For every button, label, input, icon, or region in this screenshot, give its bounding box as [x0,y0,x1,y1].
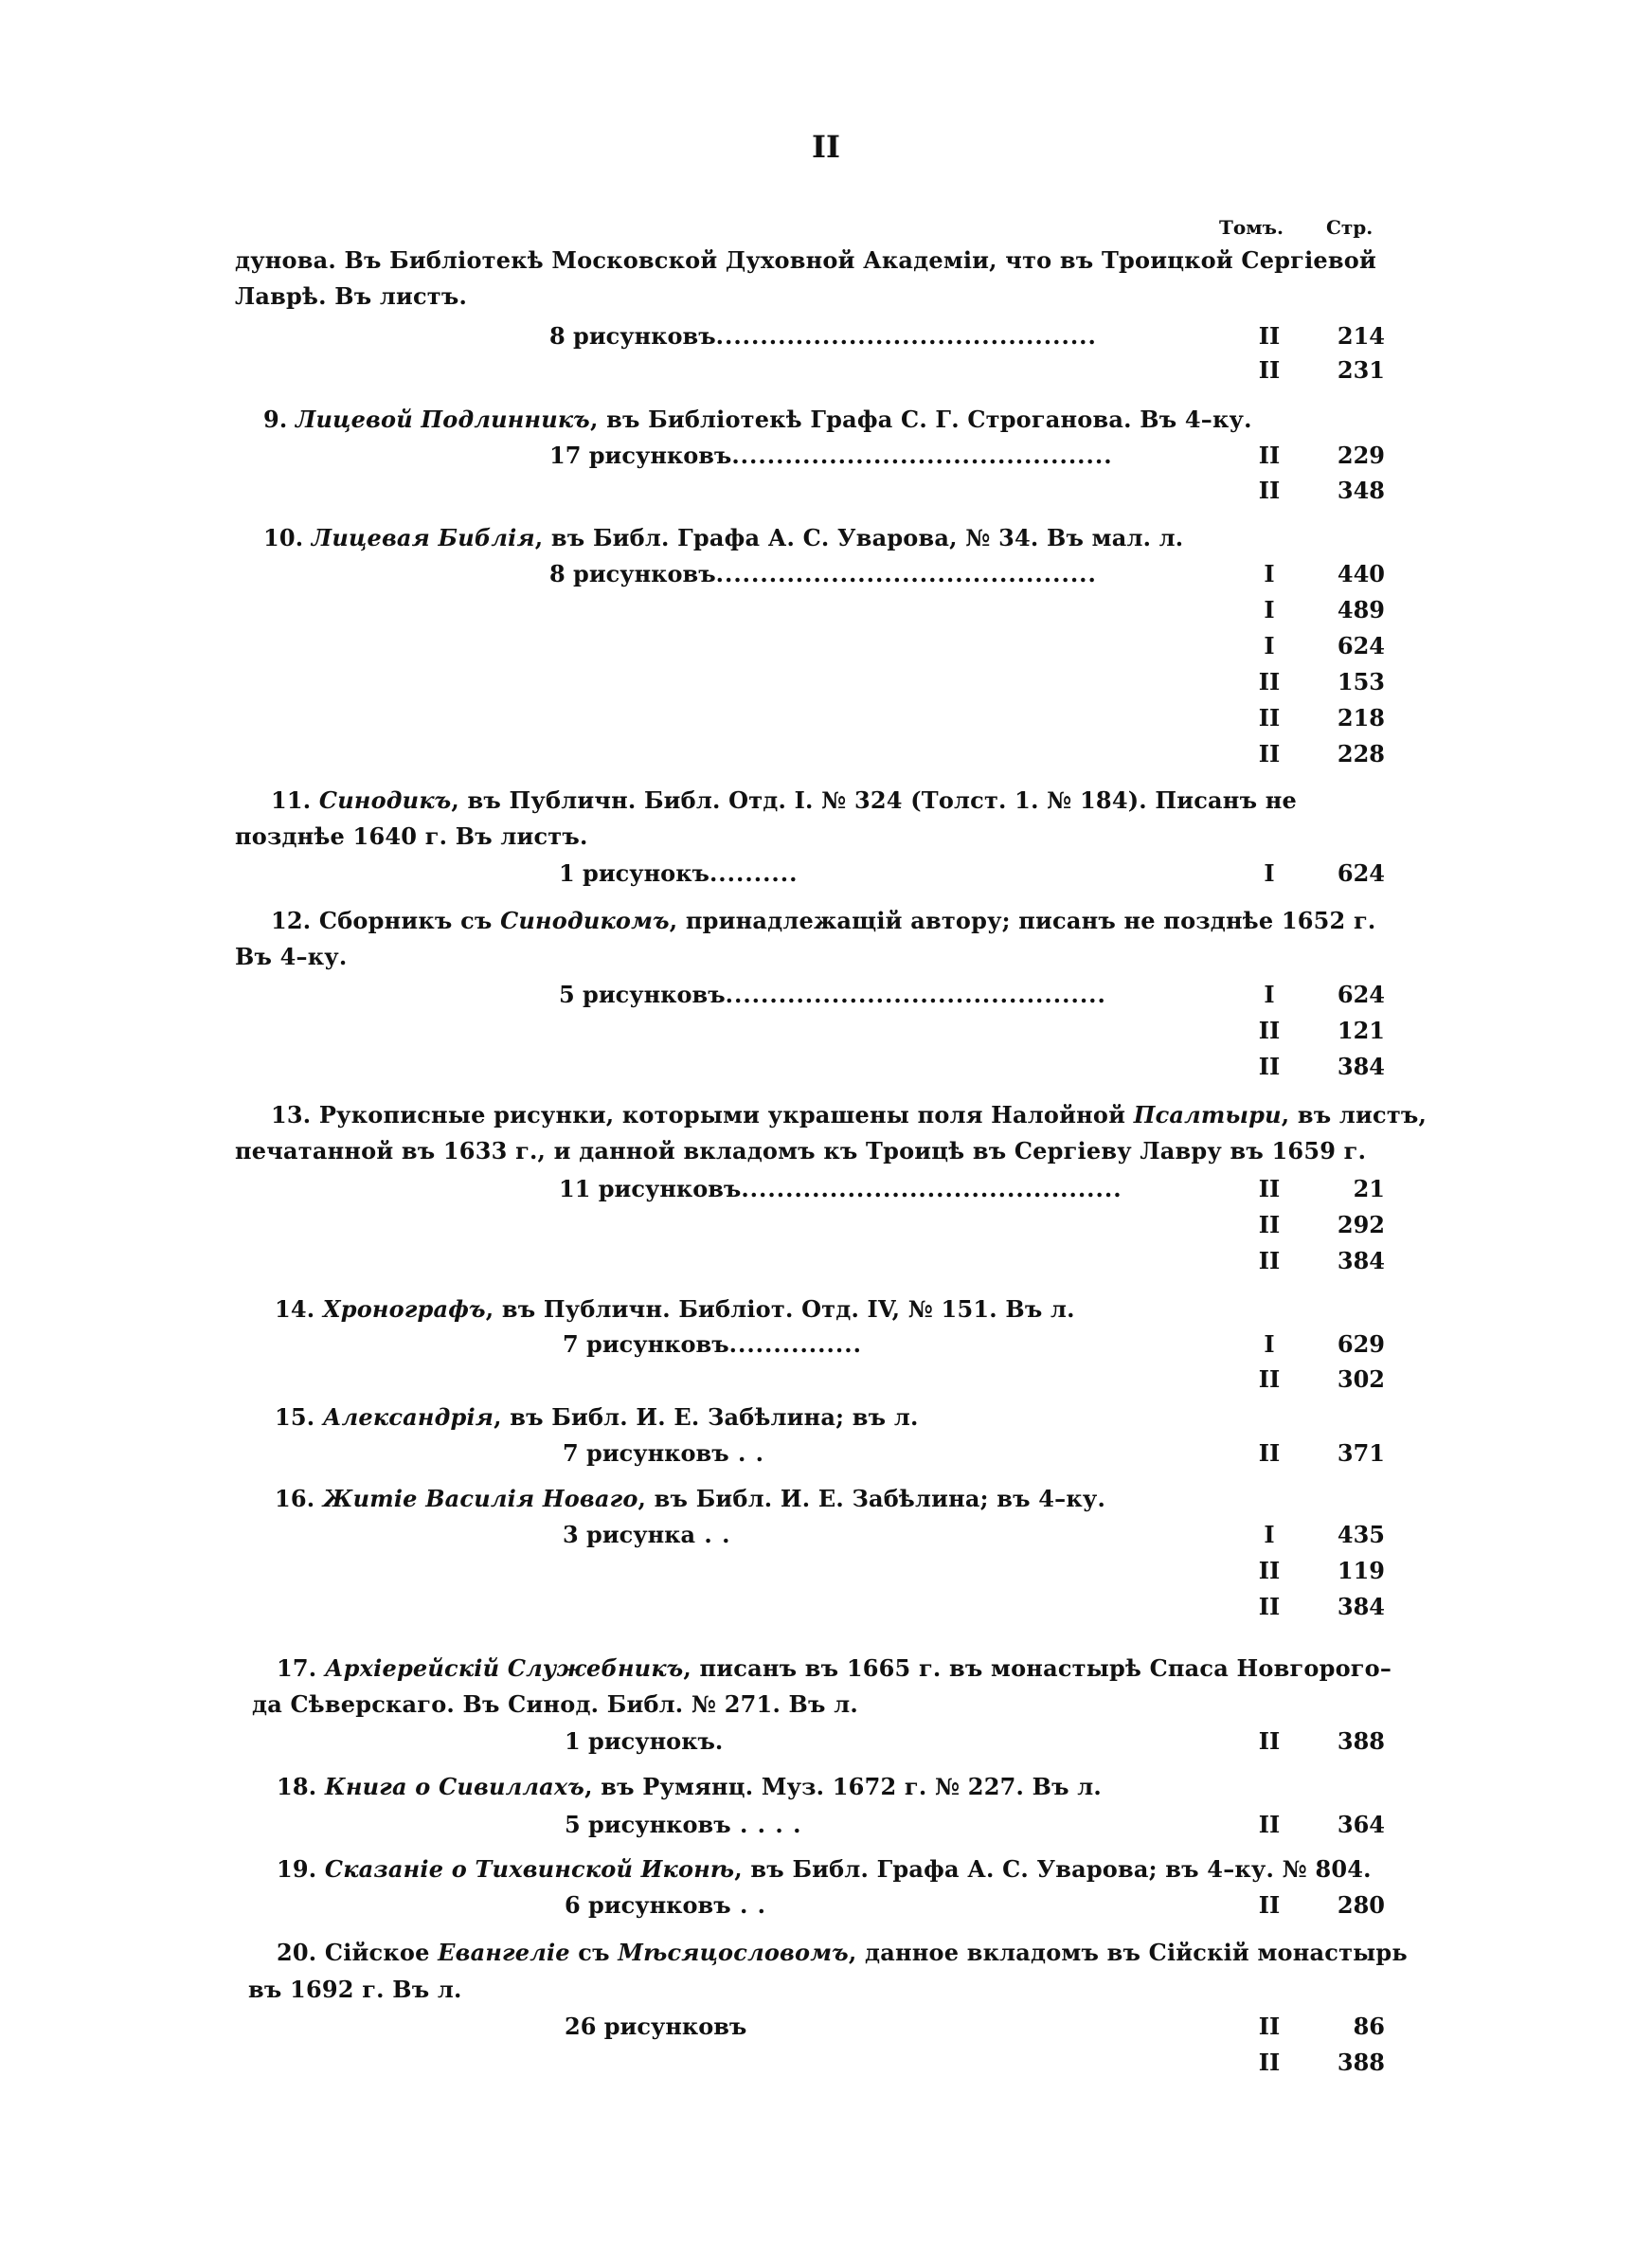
page-ref: 384 [1337,1247,1385,1274]
entry-line: Въ 4–ку. [235,943,348,970]
figure-count: 17 рисунковъ........................................... [549,442,1113,469]
page-ref: 292 [1337,1211,1385,1238]
volume-ref: I [1264,632,1275,659]
figure-count: 11 рисунковъ........................................... [559,1175,1122,1202]
entry-line: печатанной въ 1633 г., и данной вкладомъ къ Троицѣ въ Сергіеву Лавру въ 1659 г. [235,1137,1367,1165]
volume-ref: II [1258,442,1281,469]
entry-17: 17. Архіерейскій Служебникъ, писанъ въ 1665 г. въ монастырѣ Спаса Новгорого– [277,1654,1392,1682]
entry-line: позднѣе 1640 г. Въ листъ. [235,822,588,850]
volume-ref: II [1258,1247,1281,1274]
volume-ref: II [1258,1811,1281,1838]
entry-line: дунова. Въ Библіотекѣ Московской Духовной Академіи, что въ Троицкой Сергіевой [235,246,1376,274]
figure-count: 8 рисунковъ........................................... [549,560,1097,587]
page-ref: 229 [1337,442,1385,469]
volume-ref: II [1258,1211,1281,1238]
entry-14: 14. Хронографъ, въ Публичн. Библіот. Отд. IV, № 151. Въ л. [275,1295,1075,1323]
entry-12: 12. Сборникъ съ Синодикомъ, принадлежащій автору; писанъ не позднѣе 1652 г. [271,907,1376,934]
volume-ref: II [1258,1175,1281,1202]
page-ref: 629 [1337,1330,1385,1358]
volume-ref: II [1258,668,1281,695]
volume-ref: I [1264,859,1275,887]
entry-10: 10. Лицевая Библія, въ Библ. Графа А. С. Уварова, № 34. Въ мал. л. [263,524,1184,551]
volume-ref: II [1258,477,1281,504]
page-ref: 218 [1337,704,1385,731]
page-ref: 624 [1337,981,1385,1008]
page-ref: 384 [1337,1593,1385,1620]
column-header-str: Стр. [1326,216,1374,239]
figure-count: 6 рисунковъ . . [565,1891,767,1919]
figure-count: 3 рисунка . . [563,1521,731,1548]
figure-count: 8 рисунковъ........................................... [549,322,1097,350]
entry-11: 11. Синодикъ, въ Публичн. Библ. Отд. I. № 324 (Толст. 1. № 184). Писанъ не [271,786,1297,814]
page-ref: 153 [1337,668,1385,695]
page-ref: 348 [1337,477,1385,504]
volume-ref: II [1258,1727,1281,1755]
page-ref: 302 [1337,1365,1385,1393]
entry-15: 15. Александрія, въ Библ. И. Е. Забѣлина; въ л. [275,1403,919,1431]
entry-16: 16. Житіе Василія Новаго, въ Библ. И. Е. Забѣлина; въ 4–ку. [275,1485,1106,1512]
entry-13: 13. Рукописные рисунки, которыми украшены поля Налойной Псалтыри, въ листъ, [271,1101,1428,1128]
volume-ref: I [1264,1521,1275,1548]
page-ref: 371 [1337,1439,1385,1467]
page-ref: 624 [1337,632,1385,659]
volume-ref: II [1258,1439,1281,1467]
volume-ref: II [1258,1557,1281,1584]
page-ref: 440 [1337,560,1385,587]
volume-ref: II [1258,2013,1281,2040]
entry-9: 9. Лицевой Подлинникъ, въ Библіотекѣ Графа С. Г. Строганова. Въ 4–ку. [263,406,1252,433]
entry-19: 19. Сказаніе о Тихвинской Иконѣ, въ Библ. Графа А. С. Уварова; въ 4–ку. № 804. [277,1855,1372,1883]
volume-ref: II [1258,356,1281,384]
figure-count: 5 рисунковъ........................................... [559,981,1106,1008]
page-ref: 435 [1337,1521,1385,1548]
volume-ref: I [1264,560,1275,587]
figure-count: 5 рисунковъ . . . . [565,1811,802,1838]
column-header-tom: Томъ. [1219,216,1284,239]
volume-ref: II [1258,1891,1281,1919]
page-ref: 388 [1337,2049,1385,2076]
volume-ref: II [1258,1593,1281,1620]
page-ref: 121 [1337,1017,1385,1044]
volume-ref: II [1258,2049,1281,2076]
volume-ref: II [1258,704,1281,731]
volume-ref: II [1258,322,1281,350]
volume-ref: II [1258,1053,1281,1080]
figure-count: 7 рисунковъ............... [563,1330,862,1358]
page-ref: 489 [1337,596,1385,623]
entry-line: Лаврѣ. Въ листъ. [235,282,468,310]
figure-count: 1 рисунокъ.......... [559,859,799,887]
figure-count: 26 рисунковъ [565,2013,747,2040]
entry-line: въ 1692 г. Въ л. [248,1976,462,2003]
page-ref: 280 [1337,1891,1385,1919]
figure-count: 1 рисунокъ. [565,1727,724,1755]
volume-ref: II [1258,1365,1281,1393]
page-ref: 624 [1337,859,1385,887]
page-ref: 228 [1337,740,1385,767]
volume-ref: II [1258,1017,1281,1044]
page-ref: 214 [1337,322,1385,350]
volume-ref: II [1258,740,1281,767]
page-ref: 364 [1337,1811,1385,1838]
page-ref: 21 [1353,1175,1385,1202]
entry-20: 20. Сійское Евангеліе съ Мѣсяцословомъ, данное вкладомъ въ Сійскій монастырь [277,1939,1408,1966]
volume-ref: I [1264,981,1275,1008]
volume-ref: I [1264,596,1275,623]
entry-18: 18. Книга о Сивиллахъ, въ Румянц. Муз. 1672 г. № 227. Въ л. [277,1773,1102,1800]
page-ref: 119 [1337,1557,1385,1584]
page-number: II [812,129,840,165]
page-ref: 231 [1337,356,1385,384]
volume-ref: I [1264,1330,1275,1358]
page-ref: 86 [1353,2013,1385,2040]
page-ref: 388 [1337,1727,1385,1755]
page-ref: 384 [1337,1053,1385,1080]
figure-count: 7 рисунковъ . . [563,1439,765,1467]
entry-line: да Сѣверскаго. Въ Синод. Библ. № 271. Въ л. [252,1690,858,1718]
